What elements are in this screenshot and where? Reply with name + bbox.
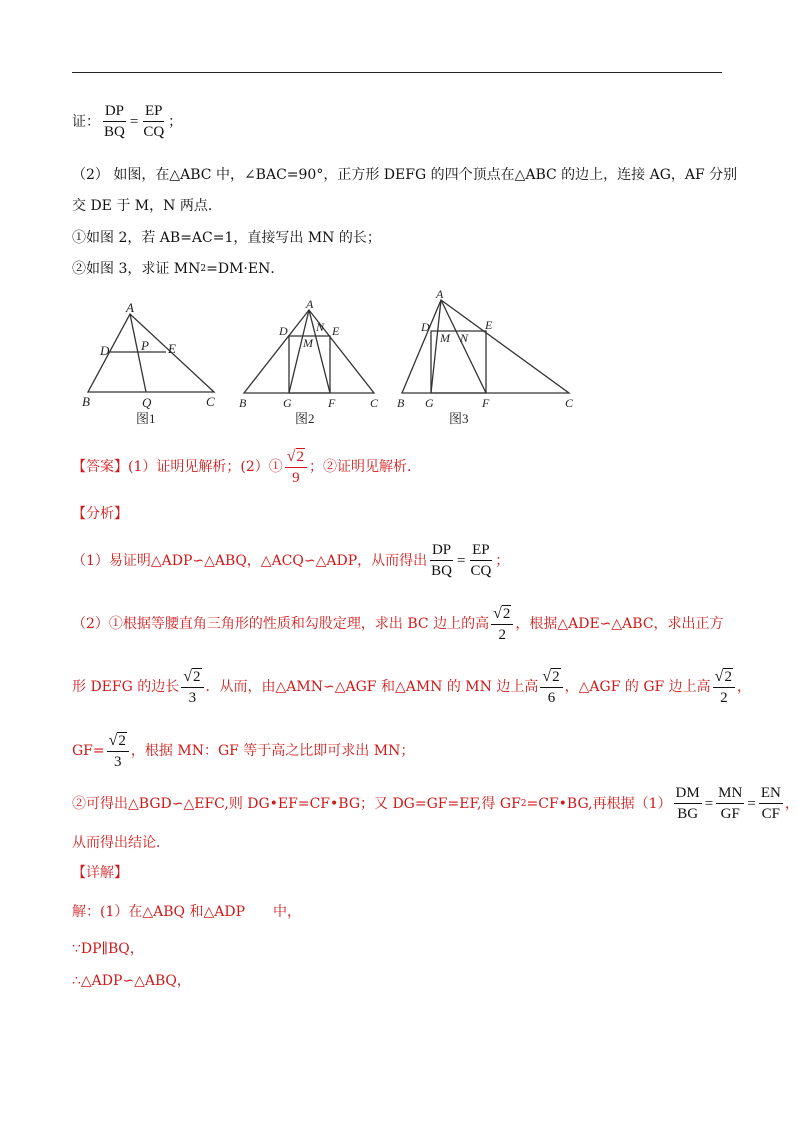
analysis-heading: 【分析】 (72, 506, 128, 522)
question-2-sub-1: ①如图 2，若 AB=AC=1，直接写出 MN 的长； (72, 230, 381, 246)
fig1-caption: 图1 (136, 411, 156, 426)
fig1-label-b: B (82, 394, 90, 409)
svg-text:F: F (328, 396, 336, 410)
fraction-ep-cq: $\frac{EP}{CQ}$ (143, 103, 165, 140)
svg-text:C: C (565, 396, 574, 410)
fig1-label-q: Q (142, 395, 152, 410)
svg-text:G: G (425, 396, 434, 410)
detail-line-3: ∴△ADP∽△ABQ， (72, 973, 191, 989)
analysis-p6: 从而得出结论． (72, 835, 170, 851)
svg-text:M: M (303, 336, 313, 350)
analysis-p2: （2）①根据等腰直角三角形的性质和勾股定理，求出 BC 边上的高 √ 2 2 ，根据△ADE∽△ABC，求出正方 (72, 605, 724, 643)
svg-text:B: B (397, 396, 405, 410)
fig1-label-a: A (126, 300, 134, 315)
fig1-label-e: E (168, 341, 176, 356)
question-2-line-1: （2） 如图，在△ABC 中，∠BAC=90°，正方形 DEFG 的四个顶点在△ABC 的边上，连接 AG，AF 分别 (72, 167, 738, 183)
svg-text:D: D (421, 320, 430, 334)
detail-heading: 【详解】 (72, 865, 128, 881)
analysis-p3: 形 DEFG 的边长 √ 2 3 ．从而，由△AMN∽△AGF 和△AMN 的 MN 边上高 √ 2 6 ，△AGF 的 GF 边上高 √ 2 2 ， (72, 668, 751, 706)
svg-text:M: M (440, 331, 450, 345)
analysis-p4: GF= √ 2 3 ，根据 MN：GF 等于高之比即可求出 MN； (72, 732, 415, 770)
fig1-label-c: C (206, 394, 215, 409)
svg-text:G: G (283, 396, 292, 410)
svg-text:A: A (306, 297, 314, 311)
svg-text:E: E (332, 324, 340, 338)
svg-text:E: E (485, 318, 493, 332)
fig2-caption: 图2 (295, 411, 315, 426)
fig1-label-p: P (141, 338, 149, 353)
analysis-p5: ②可得出△BGD∽△EFC,则 DG•EF=CF•BG；又 DG=GF=EF,得 GF 2 =CF•BG,再根据（1） $\frac{DM}{BG}$ = $\frac{MN}{GF}$ = $\frac{EN}{CF}$ ， (72, 785, 799, 822)
svg-text:N: N (460, 331, 469, 345)
question-2-sub-2: ②如图 3，求证 MN 2 =DM·EN． (72, 261, 285, 277)
answer-line: 【答案】(1）证明见解析；(2）① √ 2 9 ；②证明见解析． (72, 448, 422, 486)
figure-2 (244, 310, 374, 393)
proof-statement: 证： $\frac{DP}{BQ}$ = $\frac{EP}{CQ}$ ； (72, 103, 183, 140)
geometry-figures (80, 286, 580, 434)
fig3-caption: 图3 (449, 411, 469, 426)
detail-line-1: 解：(1）在△ABQ 和△ADP 中， (72, 904, 301, 920)
svg-text:F: F (482, 396, 490, 410)
header-rule (72, 72, 722, 73)
question-2-line-2: 交 DE 于 M，N 两点． (72, 198, 222, 214)
svg-text:C: C (370, 396, 379, 410)
proof-prefix: 证： (72, 114, 100, 130)
svg-text:B: B (239, 396, 247, 410)
fraction-dp-bq: $\frac{DP}{BQ}$ (104, 103, 125, 140)
figure-3 (402, 300, 569, 393)
svg-text:D: D (279, 324, 288, 338)
detail-line-2: ∵DP∥BQ， (72, 941, 144, 957)
svg-text:N: N (316, 320, 325, 334)
analysis-p1: （1）易证明△ADP∽△ABQ，△ACQ∽△ADP，从而得出 $\frac{DP}{BQ}$ = $\frac{EP}{CQ}$ ； (72, 542, 510, 579)
svg-text:A: A (436, 287, 444, 301)
fig1-label-d: D (100, 343, 110, 358)
